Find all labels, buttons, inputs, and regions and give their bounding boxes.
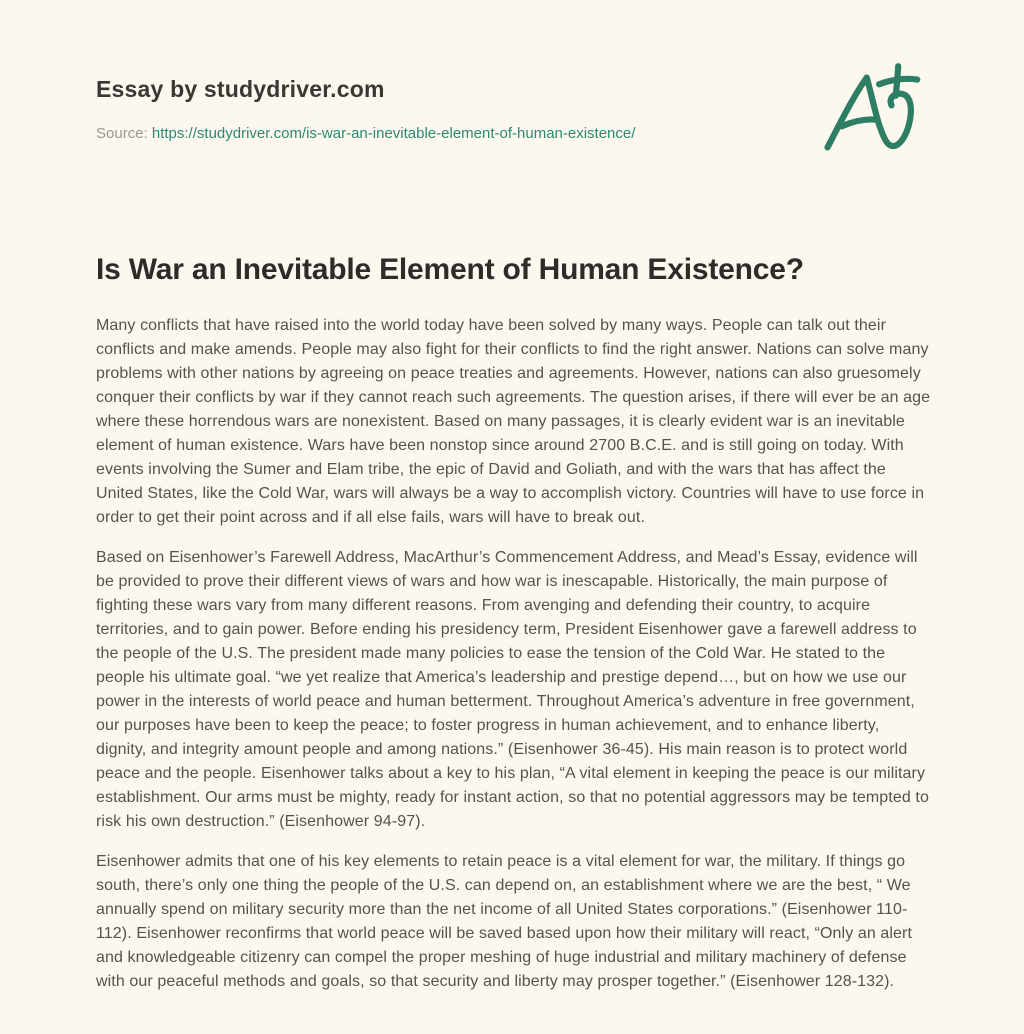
essay-title: Is War an Inevitable Element of Human Existence? <box>96 253 804 286</box>
essay-article <box>96 250 934 1010</box>
essay-paragraph-2: Based on Eisenhower’s Farewell Address, MacArthur’s Commencement Address, and Mead’s Essay, evidence will be provided to prove their different views of wars and how war is inescapable. Historically, the main purpose of fighting these wars vary from many different reasons. From avenging and defending their country, to acquire territories, and to gain power. Before ending his presidency term, President Eisenhower gave a farewell address to the people of the U.S. The president made many policies to ease the tension of the Cold War. He stated to the people his ultimate goal. “we yet realize that America’s leadership and prestige depend…, but on how we use our power in the interests of world peace and human betterment. Throughout America’s adventure in free government, our purposes have been to keep the peace; to foster progress in human achievement, and to enhance liberty, dignity, and integrity amount people and among nations.” (Eisenhower 36-45). His main reason is to protect world peace and the people. Eisenhower talks about a key to his plan, “A vital element in keeping the peace is our military establishment. Our arms must be mighty, ready for instant action, so that no potential aggressors may be tempted to risk his own destruction.” (Eisenhower 94-97). <box>96 549 929 830</box>
source-link[interactable]: https://studydriver.com/is-war-an-inevitable-element-of-human-existence/ <box>151 125 636 142</box>
source-line <box>96 125 635 142</box>
source-label: Source: <box>96 125 148 142</box>
essay-paragraph-3: Eisenhower admits that one of his key elements to retain peace is a vital element for war, the military. If things go south, there’s only one thing the people of the U.S. can depend on, an establishment where we are the best, “ We annually spend on military security more than the net income of all United States corporations.” (Eisenhower 110-112). Eisenhower reconfirms that world peace will be saved based upon how their military will react, “Only an alert and knowledgeable citizenry can compel the proper meshing of huge industrial and military machinery of defense with our peaceful methods and goals, so that security and liberty may prosper together.” (Eisenhower 128-132). <box>96 853 913 990</box>
essay-paragraph-1: Many conflicts that have raised into the world today have been solved by many ways. People can talk out their conflicts and make amends. People may also fight for their conflicts to find the right answer. Nations can solve many problems with other nations by agreeing on peace treaties and agreements. However, nations can also gruesomely conquer their conflicts by war if they cannot reach such agreements. The question arises, if there will ever be an age where these horrendous wars are nonexistent. Based on many passages, it is clearly evident war is an inevitable element of human existence. Wars have been nonstop since around 2700 B.C.E. and is still going on today. With events involving the Sumer and Elam tribe, the epic of David and Goliath, and with the wars that has affect the United States, like the Cold War, wars will always be a way to accomplish victory. Countries will have to use force in order to get their point across and if all else fails, wars will have to break out. <box>96 317 931 526</box>
page-title: Essay by studydriver.com <box>96 76 385 102</box>
a-plus-logo-icon <box>818 62 923 162</box>
